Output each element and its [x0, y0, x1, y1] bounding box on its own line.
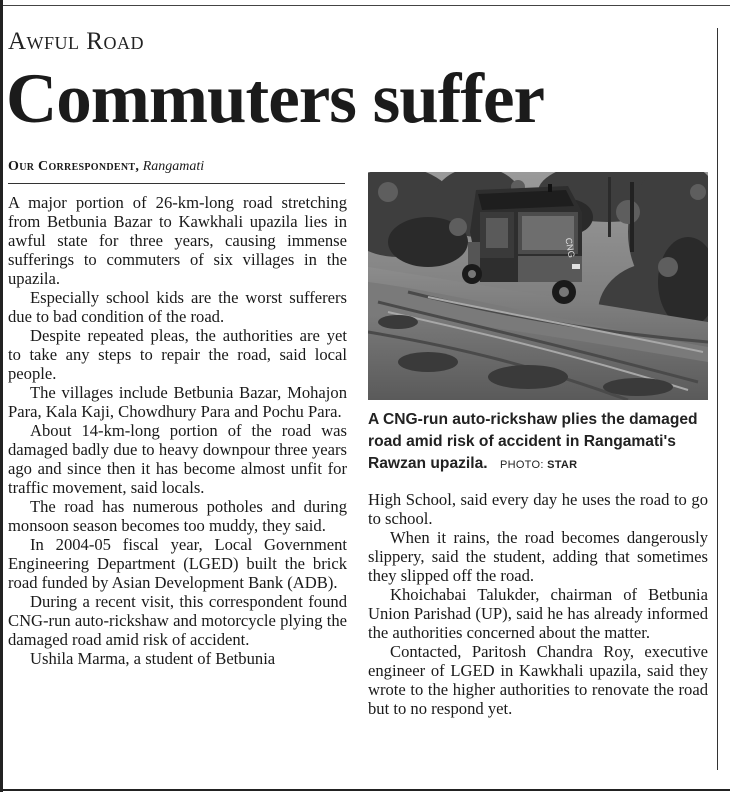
paragraph: In 2004-05 fiscal year, Local Government Engineering Department (LGED) built the brick road funded by Asian Development Bank (ADB).	[8, 535, 347, 592]
bottom-rule	[0, 789, 730, 791]
top-rule	[0, 5, 730, 6]
byline	[8, 159, 204, 175]
vehicle-plate: CNG	[563, 237, 577, 259]
column-rule-right	[717, 28, 718, 770]
paragraph: Ushila Marma, a student of Betbunia	[30, 649, 276, 668]
paragraph: Despite repeated pleas, the authorities are yet to take any steps to repair the road, said local people.	[8, 326, 347, 383]
news-photo	[368, 172, 708, 400]
paragraph: About 14-km-long portion of the road was damaged badly due to heavy downpour three years ago and since then it has become almost unfit for traffic movement, said locals.	[8, 421, 347, 497]
photo-caption	[368, 409, 713, 476]
paragraph: The road has numerous potholes and during monsoon season becomes too muddy, they said.	[8, 497, 347, 535]
paragraph: When it rains, the road becomes dangerously slippery, said the student, adding that sometimes they slipped off the road.	[368, 528, 708, 585]
paragraph: Especially school kids are the worst sufferers due to bad condition of the road.	[8, 288, 347, 326]
paragraph: The villages include Betbunia Bazar, Mohajon Para, Kala Kaji, Chowdhury Para and Pochu Para.	[8, 383, 347, 421]
byline-author: Our Correspondent,	[8, 159, 140, 174]
article-column-2	[368, 490, 708, 718]
paragraph: During a recent visit, this correspondent found CNG-run auto-rickshaw and motorcycle plying the damaged road amid risk of accident.	[8, 592, 347, 649]
byline-location: Rangamati	[142, 159, 205, 174]
byline-rule	[8, 183, 345, 184]
paragraph: High School, said every day he uses the road to go to school.	[368, 490, 708, 528]
credit-source: STAR	[547, 459, 578, 471]
headline: Commuters suffer	[6, 60, 545, 138]
paragraph: Khoichabai Talukder, chairman of Betbunia Union Parishad (UP), said he has already informed the authorities concerned about the matter.	[368, 585, 708, 642]
photo-credit	[500, 459, 577, 471]
paragraph: A major portion of 26-km-long road stretching from Betbunia Bazar to Kawkhali upazila lies in awful state for three years, causing immense sufferings to commuters of six villages in the upazila.	[8, 193, 347, 288]
paragraph: Contacted, Paritosh Chandra Roy, executive engineer of LGED in Kawkhali upazila, said they wrote to the higher authorities to renovate the road but to no respond yet.	[368, 642, 708, 718]
article-column-1	[8, 193, 347, 668]
auto-rickshaw-photo	[368, 172, 708, 400]
kicker: Awful Road	[8, 28, 144, 55]
left-edge-bar	[0, 0, 3, 792]
caption-text: A CNG-run auto-rickshaw plies the damaged road amid risk of accident in Rangamati's Rawzan upazila.	[368, 411, 698, 472]
credit-label: PHOTO:	[499, 459, 544, 471]
